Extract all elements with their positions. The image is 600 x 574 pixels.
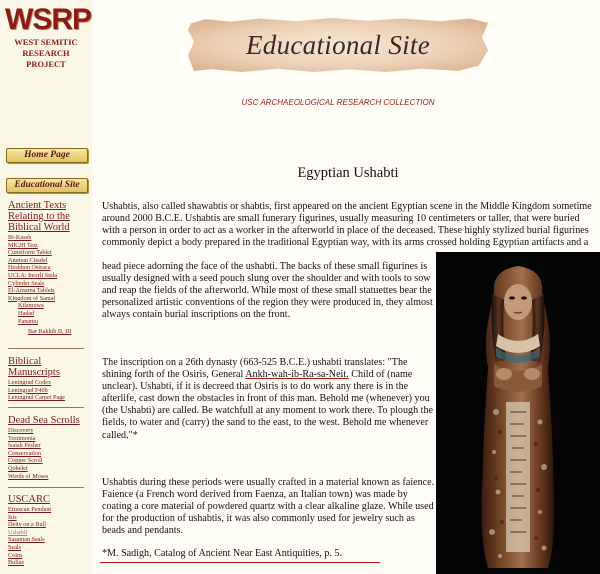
logo-line-2: RESEARCH [22,48,70,58]
sidebar-link[interactable]: Bar Rakkib II, III [28,328,72,336]
sidebar-link[interactable]: Heshbon Ostraca [8,264,51,272]
section-biblical-manuscripts [8,356,90,402]
sidebar-link[interactable]: Hadad [18,309,35,317]
heading-line: USCARC [8,494,51,505]
sidebar-link[interactable]: Panamu [18,317,38,325]
sidebar [0,0,92,574]
logo-line-3: PROJECT [26,59,66,69]
section-uscarc [8,494,90,567]
sidebar-link[interactable]: Sasanian Seals [8,536,45,544]
heading-line: Biblical World [8,222,70,233]
heading-line: Dead Sea Scrolls [8,415,80,426]
paragraph-inscription [102,357,436,442]
logo-line-1: WEST SEMITIC [14,37,78,47]
sidebar-link[interactable]: Words of Moses [8,472,49,480]
heading-line: Relating to the [8,211,70,222]
paragraph-intro: Ushabtis, also called shawabtis or shabtis, first appeared on the ancient Egyptian scene in the Middle Kingdom sometime around 2000 B.C.E. Ushabtis are small funerary figurines, usually measuring 10 centimeters or taller, that were buried with a person in order to act as a worker in the afterworld in place of the deceased. These highly stylized burial figurines commonly depict a body prepared in the traditional Egyptian way, with its arms crossed holding Egyptian artifacts and a [102,201,592,249]
section-heading-uscarc[interactable] [8,494,90,505]
heading-line: Ancient Texts [8,200,67,211]
sidebar-link[interactable]: Copper Scroll [8,457,43,465]
sidebar-link[interactable]: Leningrad Carpet Page [8,394,66,402]
section-dead-sea-scrolls [8,415,90,480]
sidebar-link[interactable]: Conservation [8,449,41,457]
ushabti-figure [436,252,600,574]
sidebar-link-current[interactable]: Ushabti [8,528,28,536]
sidebar-link[interactable]: Qohelet [8,464,28,472]
sidebar-link[interactable]: Seals [8,543,22,551]
banner-title: Educational Site [245,30,431,60]
general-name: Ankh-wah-ib-Ra-sa-Neit. [245,369,349,381]
sidebar-link[interactable]: Cuneiform Tablet [8,249,52,257]
sidebar-link[interactable]: Isaiah Pesher [8,442,41,450]
sidebar-link[interactable]: Amman Citadel [8,256,48,264]
sidebar-link[interactable]: El-Amarna Tablets [8,287,55,295]
paragraph-description: head piece adorning the face of the ushabti. The backs of these small figurines is usually designed with a seed pouch slung over the shoulder and with tools to sow and reap the fields of the afterworld. While most of these small statuettes bear the personalized artistic conventions of the region they were produced in, they almost always contain burial inscriptions on the front. [102,261,433,321]
sidebar-link[interactable]: MK2H Text [8,241,38,249]
home-page-button[interactable]: Home Page [6,148,88,163]
page-title: Egyptian Ushabti [297,165,399,181]
section-heading-biblical-manuscripts[interactable] [8,356,90,378]
heading-line: Manuscripts [8,367,60,378]
section-heading-ancient-texts[interactable] [8,200,90,233]
inscription-text-start: The inscription on a 26th dynasty (663-525 B.C.E.) ushabti translates: "The shining forth of the Osiris, General [102,357,408,381]
sidebar-link[interactable]: Testimonia [8,434,36,442]
wsrp-logo[interactable] [5,3,91,69]
sidebar-link[interactable]: Bullae [8,559,25,567]
sidebar-link[interactable]: Bi-Kasek [8,234,32,241]
sidebar-link[interactable]: UCLA: Incirli Stela [8,271,58,279]
sidebar-divider [8,348,84,349]
sidebar-link[interactable]: Coins [8,551,23,559]
sidebar-link[interactable]: Isis [8,513,17,521]
sidebar-link[interactable]: Cylinder Seals [8,279,45,287]
inscription-text-end: Child of (name unclear). Ushabti, if it is decreed that Osiris is to do work any there is in the afterlife, cast down the obstacles in front of this man. Behold me (whenever) you (the Ushabti) are called. Be watchfull at any moment to work there. To plough the fields, to water and (carry) the sand to the east, to the west. Behold me whenever called."* [102,369,433,441]
educational-site-button[interactable]: Educational Site [6,178,88,193]
sidebar-divider [8,487,84,488]
sidebar-link[interactable]: Etruscan Pendant [8,506,52,513]
citation[interactable]: *M. Sadigh, Catalog of Ancient Near East Antiquities, p. 5. [102,548,342,559]
sidebar-link[interactable]: Deity on a Bull [8,521,46,529]
sidebar-link[interactable]: Kilamuwa [18,302,44,310]
collection-subtitle: USC ARCHAEOLOGICAL RESEARCH COLLECTION [241,98,435,107]
citation-underline [100,562,380,563]
logo-abbr: WSRP [5,3,91,36]
sidebar-link[interactable]: Kingdom of Samal [8,294,56,302]
heading-line: Biblical [8,356,42,367]
section-heading-dead-sea-scrolls[interactable] [8,415,90,426]
sidebar-link[interactable]: Discovery [8,427,34,434]
sidebar-divider [8,407,84,408]
sidebar-link[interactable]: Leningrad F40b [8,386,48,394]
sidebar-link[interactable]: Leningrad Codex [8,379,52,386]
paragraph-faience: Ushabtis during these periods were usually crafted in a material known as faience. Faience (a French word derived from Faenza, an Italian town) was made by coating a core material of powdered quartz with a clear alkaline glaze. While used for the production of ushabtis, it was also commonly used for jewelry such as beads and pendants. [102,477,435,537]
ushabti-photo [436,252,600,574]
section-ancient-texts [8,200,90,336]
